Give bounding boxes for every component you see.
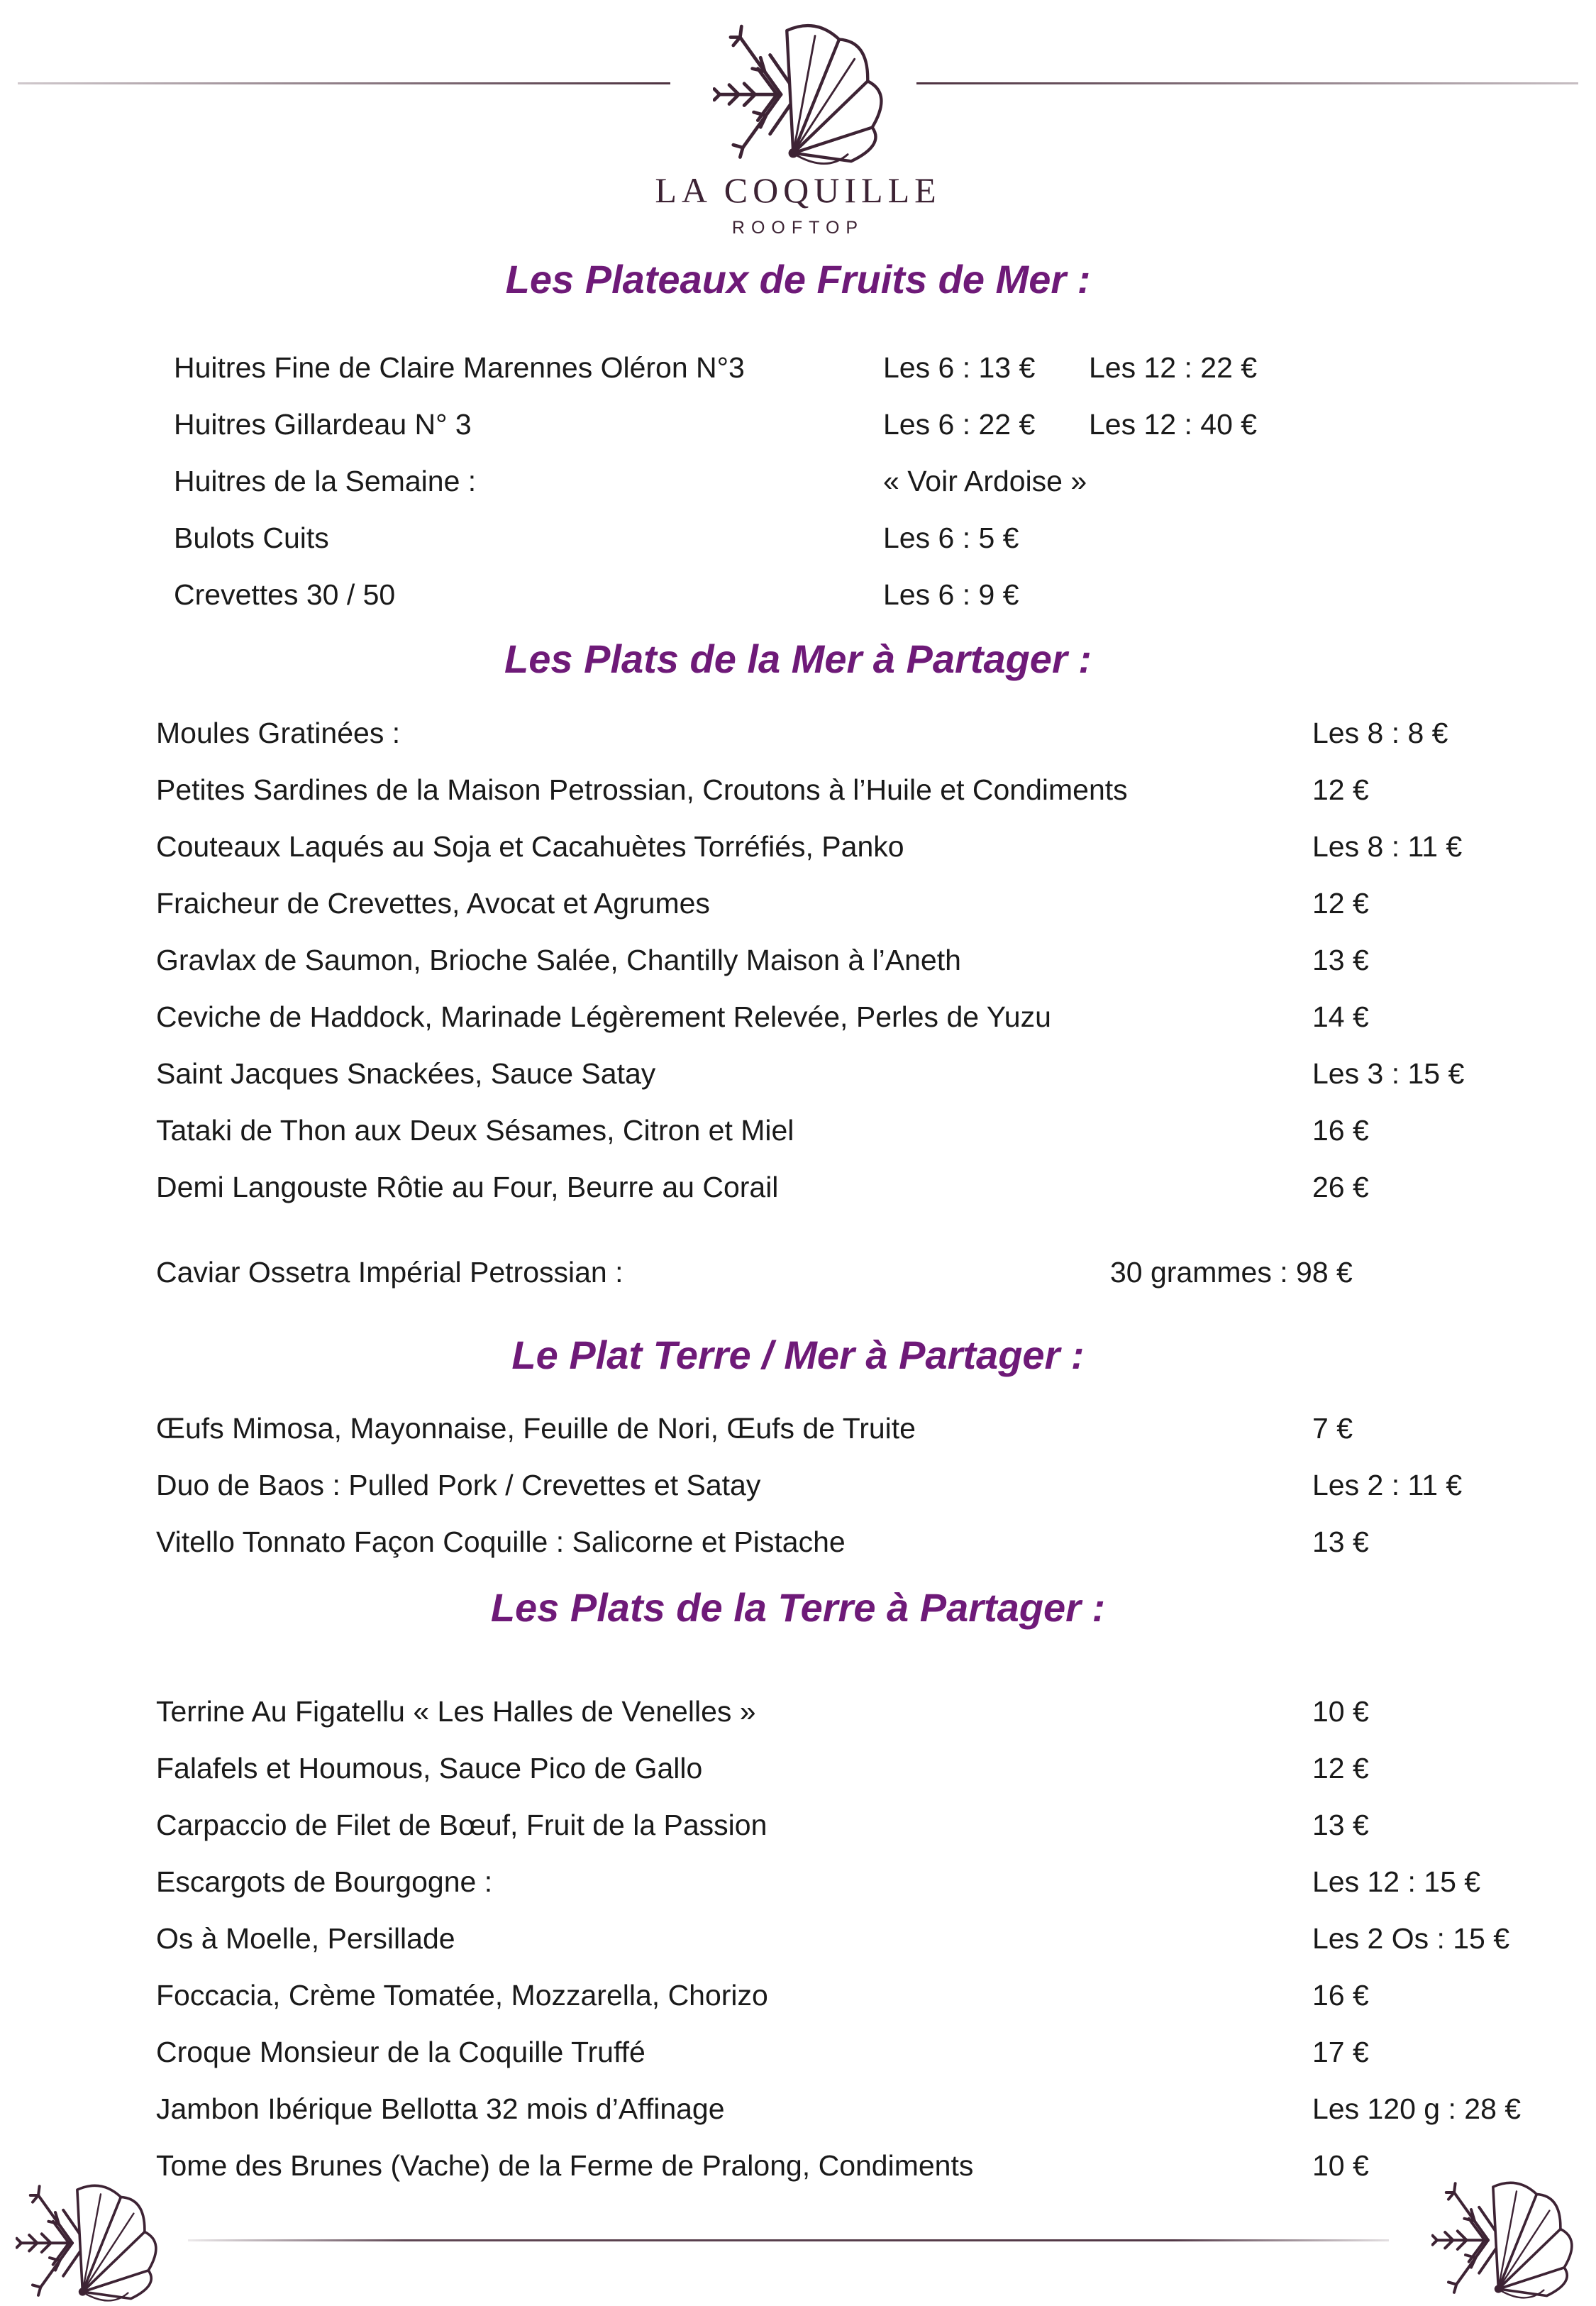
menu-item-row <box>0 2080 1596 2137</box>
item-price: 10 € <box>1312 2148 1369 2182</box>
item-name: Couteaux Laqués au Soja et Cacahuètes Torréfiés, Panko <box>156 829 904 863</box>
menu-item-row <box>0 1159 1596 1215</box>
snowflake-scallop-shell-icon <box>713 10 883 167</box>
menu-item-row <box>0 1400 1596 1457</box>
item-price-primary: Les 6 : 22 € <box>883 407 1036 441</box>
menu-item-row <box>0 1797 1596 1853</box>
item-price: Les 8 : 8 € <box>1312 716 1448 749</box>
item-name: Moules Gratinées : <box>156 716 401 749</box>
item-name: Croque Monsieur de la Coquille Truffé <box>156 2035 645 2068</box>
item-price-secondary: Les 12 : 40 € <box>1089 407 1258 441</box>
menu-item-row <box>0 453 1596 509</box>
item-name: Huitres Gillardeau N° 3 <box>174 407 472 441</box>
item-name: Saint Jacques Snackées, Sauce Satay <box>156 1057 656 1090</box>
item-price: Les 3 : 15 € <box>1312 1057 1465 1090</box>
menu-item-row <box>0 339 1596 396</box>
item-name: Demi Langouste Rôtie au Four, Beurre au Corail <box>156 1170 779 1203</box>
item-price: 16 € <box>1312 1978 1369 2012</box>
item-price: Les 120 g : 28 € <box>1312 2092 1522 2125</box>
menu-item-row <box>0 2024 1596 2080</box>
item-price: 13 € <box>1312 1808 1369 1841</box>
item-price-primary: Les 6 : 5 € <box>883 521 1019 554</box>
menu-item-row <box>0 2137 1596 2194</box>
snowflake-scallop-shell-icon <box>16 2173 157 2303</box>
item-name: Gravlax de Saumon, Brioche Salée, Chantilly Maison à l’Aneth <box>156 943 961 976</box>
menu-header <box>0 0 1596 238</box>
item-price: Les 8 : 11 € <box>1312 829 1463 863</box>
menu-section <box>0 1582 1596 2194</box>
item-name: Duo de Baos : Pulled Pork / Crevettes et Satay <box>156 1468 761 1501</box>
item-name: Crevettes 30 / 50 <box>174 578 396 611</box>
item-price: 26 € <box>1312 1170 1369 1203</box>
item-price-primary: Les 6 : 9 € <box>883 578 1019 611</box>
item-name: Jambon Ibérique Bellotta 32 mois d’Affinage <box>156 2092 725 2125</box>
item-price: Les 12 : 15 € <box>1312 1865 1481 1898</box>
item-name: Os à Moelle, Persillade <box>156 1921 455 1955</box>
menu-item-row <box>0 566 1596 623</box>
menu-item-row <box>0 932 1596 988</box>
item-price: 13 € <box>1312 1525 1369 1558</box>
item-name: Escargots de Bourgogne : <box>156 1865 493 1898</box>
item-name: Foccacia, Crème Tomatée, Mozzarella, Chorizo <box>156 1978 768 2012</box>
item-name: Carpaccio de Filet de Bœuf, Fruit de la Passion <box>156 1808 767 1841</box>
item-price: 17 € <box>1312 2035 1369 2068</box>
item-name: Huitres de la Semaine : <box>174 464 477 497</box>
item-name: Ceviche de Haddock, Marinade Légèrement Relevée, Perles de Yuzu <box>156 1000 1051 1033</box>
item-price: 12 € <box>1312 1751 1369 1784</box>
item-name: Tataki de Thon aux Deux Sésames, Citron et Miel <box>156 1113 794 1147</box>
menu-item-row <box>0 1244 1596 1301</box>
menu-section <box>0 634 1596 1301</box>
item-price: Les 2 : 11 € <box>1312 1468 1463 1501</box>
menu-item-row <box>0 1853 1596 1910</box>
item-price: Les 2 Os : 15 € <box>1312 1921 1510 1955</box>
item-name: Falafels et Houmous, Sauce Pico de Gallo <box>156 1751 703 1784</box>
section-title: Les Plateaux de Fruits de Mer : <box>505 257 1091 302</box>
menu-item-row <box>0 1513 1596 1570</box>
item-name: Fraicheur de Crevettes, Avocat et Agrumes <box>156 886 710 920</box>
footer-divider <box>188 2239 1389 2241</box>
menu-item-row <box>0 1045 1596 1102</box>
item-name: Terrine Au Figatellu « Les Halles de Venelles » <box>156 1694 756 1728</box>
brand-name: LA COQUILLE <box>655 170 941 210</box>
item-price: 12 € <box>1312 886 1369 920</box>
menu-item-row <box>0 1457 1596 1513</box>
menu-item-row <box>0 1102 1596 1159</box>
item-price: 14 € <box>1312 1000 1369 1033</box>
section-title: Le Plat Terre / Mer à Partager : <box>511 1333 1085 1377</box>
menu-item-row <box>0 705 1596 761</box>
item-name: Œufs Mimosa, Mayonnaise, Feuille de Nori, Œufs de Truite <box>156 1411 916 1445</box>
menu-item-row <box>0 818 1596 875</box>
brand-subtitle: ROOFTOP <box>731 218 865 238</box>
item-price-secondary: Les 12 : 22 € <box>1089 351 1258 384</box>
section-title: Les Plats de la Terre à Partager : <box>490 1585 1106 1630</box>
item-name: Huitres Fine de Claire Marennes Oléron N°3 <box>174 351 745 384</box>
item-name: Bulots Cuits <box>174 521 329 554</box>
menu-section <box>0 254 1596 623</box>
menu-item-row <box>0 1683 1596 1740</box>
item-price: 7 € <box>1312 1411 1353 1445</box>
snowflake-scallop-shell-icon <box>1431 2170 1573 2300</box>
item-name: Petites Sardines de la Maison Petrossian, Croutons à l’Huile et Condiments <box>156 773 1128 806</box>
menu-item-row <box>0 1967 1596 2024</box>
item-name: Caviar Ossetra Impérial Petrossian : <box>156 1255 624 1289</box>
menu-item-row <box>0 875 1596 932</box>
item-price-primary: Les 6 : 13 € <box>883 351 1036 384</box>
menu-item-row <box>0 509 1596 566</box>
section-title: Les Plats de la Mer à Partager : <box>504 636 1092 681</box>
item-name: Vitello Tonnato Façon Coquille : Salicorne et Pistache <box>156 1525 846 1558</box>
menu-item-row <box>0 1740 1596 1797</box>
menu-sections <box>0 238 1596 2194</box>
item-name: Tome des Brunes (Vache) de la Ferme de Pralong, Condiments <box>156 2148 974 2182</box>
item-price: 13 € <box>1312 943 1369 976</box>
item-price: 12 € <box>1312 773 1369 806</box>
menu-item-row <box>0 396 1596 453</box>
menu-item-row <box>0 1910 1596 1967</box>
menu-section <box>0 1330 1596 1570</box>
menu-item-row <box>0 761 1596 818</box>
item-price-primary: « Voir Ardoise » <box>883 464 1087 497</box>
item-price: 30 grammes : 98 € <box>1110 1255 1353 1289</box>
item-price: 16 € <box>1312 1113 1369 1147</box>
menu-item-row <box>0 988 1596 1045</box>
item-price: 10 € <box>1312 1694 1369 1728</box>
